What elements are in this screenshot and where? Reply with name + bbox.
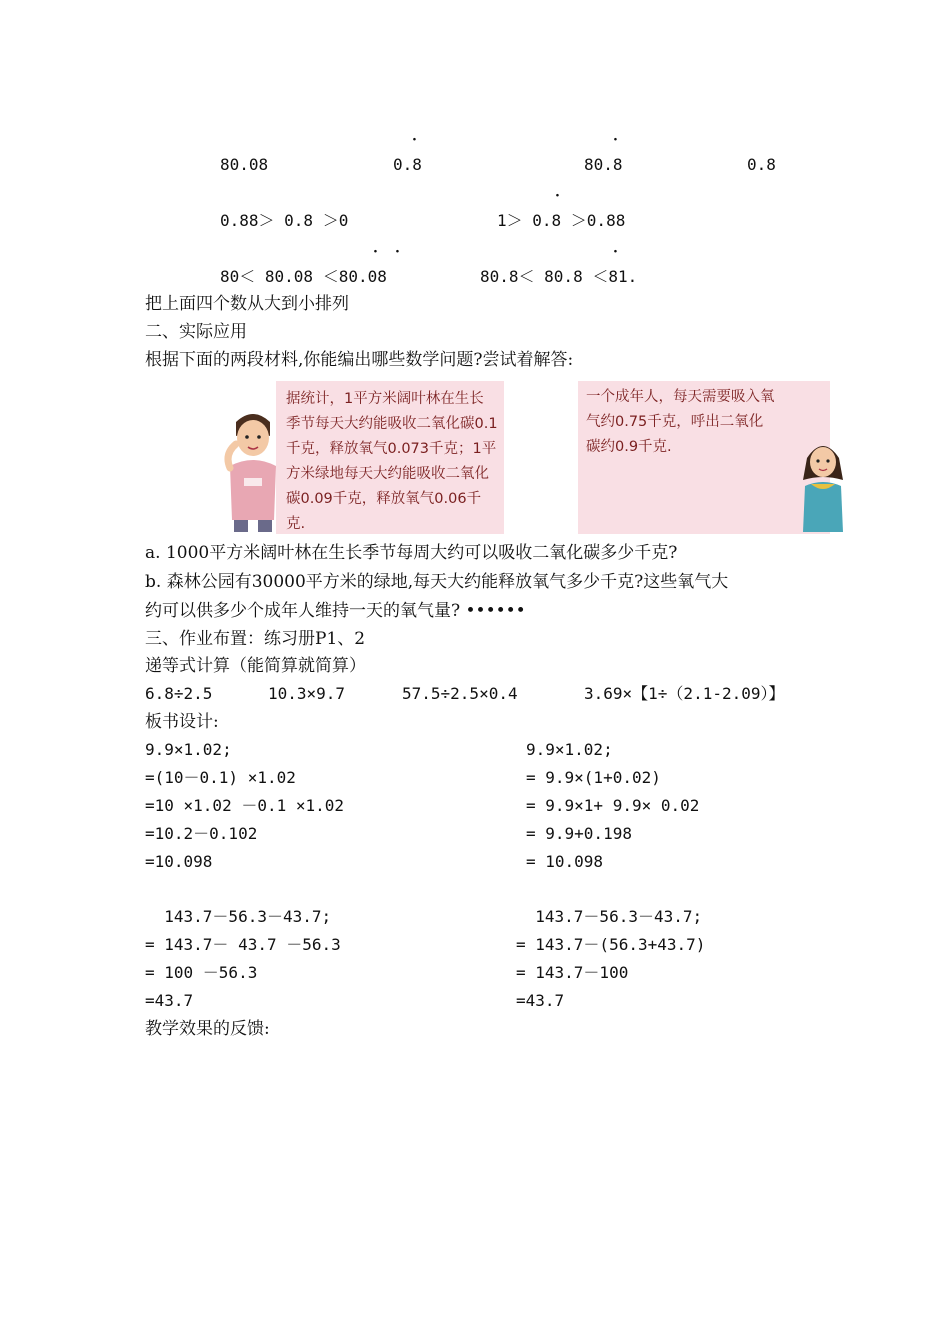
- question-b-line2: 约可以供多少个成年人维持一天的氧气量? ••••••: [145, 601, 526, 621]
- board-title: 板书设计:: [145, 712, 219, 732]
- comparison-left-row3: 80＜ 80.08 ＜80.08: [220, 267, 387, 286]
- board-left-line: =10 ×1.02 －0.1 ×1.02: [145, 796, 345, 815]
- board-right-line: = 10.098: [526, 852, 604, 871]
- board-right-line: = 9.9×1+ 9.9× 0.02: [526, 796, 700, 815]
- board-right-line: 9.9×1.02;: [526, 740, 613, 759]
- material-card-right: [578, 381, 830, 534]
- homework-item: 10.3×9.7: [268, 684, 346, 703]
- homework-item: 57.5÷2.5×0.4: [402, 684, 518, 703]
- homework-item: 6.8÷2.5: [145, 684, 213, 703]
- board-left-line: =10.2－0.102: [145, 824, 258, 843]
- section2-prompt: 根据下面的两段材料,你能编出哪些数学问题?尝试着解答:: [145, 350, 574, 370]
- board-left-line: 9.9×1.02;: [145, 740, 232, 759]
- homework-item: 3.69×【1÷（2.1-2.09）】: [584, 684, 785, 703]
- board-left-line: =(10－0.1) ×1.02: [145, 768, 296, 787]
- number-80-08: 80.08: [220, 155, 269, 174]
- homework-title: 递等式计算（能简算就简算）: [145, 656, 366, 676]
- number-0-8-repeating: 0.8: [393, 155, 422, 174]
- board-right-line: = 143.7－(56.3+43.7): [516, 935, 706, 954]
- repeat-dot: ·: [555, 188, 560, 204]
- repeat-dot: ·: [613, 244, 618, 260]
- section3-title: 三、作业布置：练习册P1、2: [145, 629, 366, 649]
- question-a: a. 1000平方米阔叶林在生长季节每周大约可以吸收二氧化碳多少千克?: [145, 543, 678, 563]
- number-80-8-repeating: 80.8: [584, 155, 623, 174]
- feedback-title: 教学效果的反馈:: [145, 1019, 270, 1039]
- repeat-dot: ·: [373, 244, 378, 260]
- material-card-left: [276, 381, 504, 534]
- repeat-dot: ·: [395, 244, 400, 260]
- comparison-left-row2: 0.88＞ 0.8 ＞0: [220, 211, 349, 230]
- board-right-line: = 143.7－100: [516, 963, 629, 982]
- section2-title: 二、实际应用: [145, 322, 247, 342]
- boy-illustration: [222, 408, 284, 532]
- board-left-line: = 100 －56.3: [145, 963, 258, 982]
- number-0-8: 0.8: [747, 155, 776, 174]
- board-left-line: =43.7: [145, 991, 194, 1010]
- board-right-line: = 9.9+0.198: [526, 824, 632, 843]
- comparison-right-row3: 80.8＜ 80.8 ＜81.: [480, 267, 638, 286]
- board-right-line: =43.7: [516, 991, 565, 1010]
- board-right-line: 143.7－56.3－43.7;: [516, 907, 703, 926]
- comparison-right-row2: 1＞ 0.8 ＞0.88: [497, 211, 626, 230]
- girl-illustration: [797, 434, 849, 534]
- board-left-line: 143.7－56.3－43.7;: [145, 907, 332, 926]
- board-left-line: = 143.7－ 43.7 －56.3: [145, 935, 341, 954]
- instruction-text: 把上面四个数从大到小排列: [145, 294, 349, 314]
- question-b-line1: b. 森林公园有30000平方米的绿地,每天大约能释放氧气多少千克?这些氧气大: [145, 572, 729, 592]
- material-right-text: 一个成年人，每天需要吸入氧气约0.75千克，呼出二氧化碳约0.9千克.: [586, 389, 775, 455]
- material-left-text: 据统计，1平方米阔叶林在生长季节每天大约能吸收二氧化碳0.1千克，释放氧气0.073千克；1平方米绿地每天大约能吸收二氧化碳0.09千克，释放氧气0.06千克.: [286, 391, 498, 532]
- board-left-line: =10.098: [145, 852, 213, 871]
- repeat-dot: ·: [412, 132, 417, 148]
- repeat-dot: ·: [613, 132, 618, 148]
- board-right-line: = 9.9×(1+0.02): [526, 768, 661, 787]
